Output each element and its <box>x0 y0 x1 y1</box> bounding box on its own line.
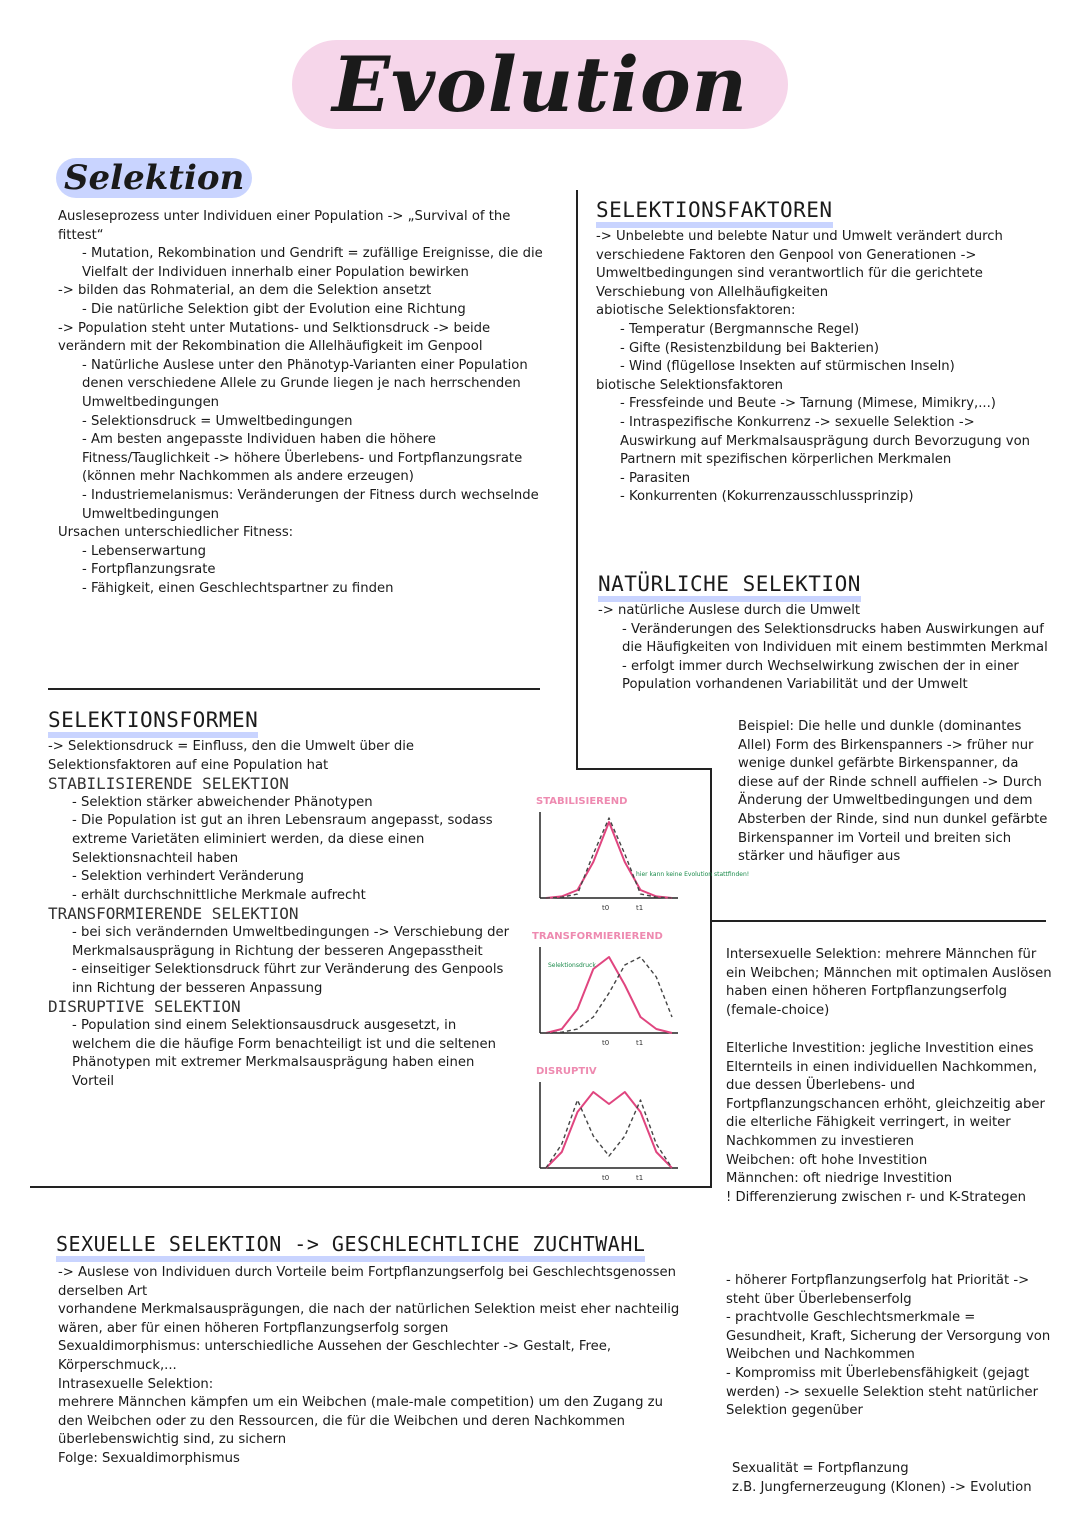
charts-svg <box>528 790 750 1182</box>
chart-title-1: TRANSFORMIERIEREND <box>532 931 663 942</box>
divider-left <box>48 688 540 690</box>
sexuell-heading: SEXUELLE SELEKTION -> GESCHLECHTLICHE ZUCHTWAHL <box>56 1232 645 1256</box>
chart-tick-1-1: t1 <box>636 1039 644 1047</box>
chart-tick-2-1: t1 <box>636 1174 644 1182</box>
selection-charts <box>528 790 750 1182</box>
natuerlich-heading: NATÜRLICHE SELEKTION <box>598 572 861 596</box>
birkenspanner-beispiel: Beispiel: Die helle und dunkle (dominantes Allel) Form des Birkenspanners -> früher nur wenige dunkel gefärbte Birkenspanner, da diese auf der Rinde schnell auffielen -> Durch Änderung der Umweltbedingungen und dem Absterben der Rinde, sind nun dunkel gefärbte Birkenspanner im Vorteil und breiten sich stärker und häufiger aus <box>738 719 1048 865</box>
chart-series-0-1 <box>546 818 672 898</box>
chart-annotation-1: Selektionsdruck <box>548 962 596 969</box>
chart-title-2: DISRUPTIV <box>536 1066 597 1077</box>
sexuell-body: -> Auslese von Individuen durch Vorteile beim Fortpflanzungserfolg bei Geschlechtsgenossen derselben Art vorhandene Merkmalsausprägungen, die nach der natürlichen Selektion meist eher nachteilig wären, aber für einen höheren Fortpflanzungserfolg sorgen Sexualdimorphismus: unterschiedliche Aussehen der Geschlechter -> Gestalt, Free, Körperschmuck,... Intrasexuelle Selektion: mehrere Männchen kämpfen um ein Weibchen (male-male competition) um den Zugang zu den Weibchen oder zu den Ressourcen, die für die Weibchen und deren Nachkommen überlebenswichtig sind, zu sichern Folge: Sexualdimorphismus <box>58 1265 680 1466</box>
chart-tick-0-0: t0 <box>602 904 610 912</box>
divider-vertical-top <box>576 190 578 770</box>
page-title: Evolution <box>0 40 1080 129</box>
chart-title-0: STABILISIEREND <box>536 796 628 807</box>
selektion-body: Ausleseprozess unter Individuen einer Population -> „Survival of the fittest“ - Mutation, Rekombination und Gendrift = zufällige Ereignisse, die die Vielfalt der Individuen innerhalb einer Population bewirken -> bilden das Rohmaterial, an dem die Selektion ansetzt - Die natürliche Selektion gibt der Evolution eine Richtung -> Population steht unter Mutations- und Selktionsdruck -> beide verändern mit der Rekombination die Allelhäufigkeit im Genpool - Natürliche Auslese unter den Phänotyp-Varianten einer Population denen verschiedene Allele zu Grunde liegen je nach herrschenden Umweltbedingungen - Selektionsdruck = Umweltbedingungen - Am besten angepasste Individuen haben die höhere Fitness/Tauglichkeit -> höhere Überlebens- und Fortpflanzungsrate (können mehr Nachkommen als andere erzeugen) - Industriemelanismus: Veränderungen der Fitness durch wechselnde Umweltbedingungen Ursachen unterschiedlicher Fitness: - Lebenserwartung - Fortpflanzungsrate - Fähigkeit, einen Geschlechtspartner zu finden <box>58 209 543 596</box>
schluss-text: Sexualität = Fortpflanzung z.B. Jungfernerzeugung (Klonen) -> Evolution <box>732 1461 1032 1495</box>
divider-vertical-mid <box>710 768 712 1188</box>
divider-right <box>710 920 1046 922</box>
faktoren-body: -> Unbelebte und belebte Natur und Umwelt verändert durch verschiedene Faktoren den Genpool von Generationen -> Umweltbedingungen sind verantwortlich für die gerichtete Verschiebung von Allelhäufigkeiten abiotische Selektionsfaktoren: - Temperatur (Bergmannsche Regel) - Gifte (Resistenzbildung bei Bakterien) - Wind (flügellose Insekten auf stürmischen Inseln) biotische Selektionsfaktoren - Fressfeinde und Beute -> Tarnung (Mimese, Mimikry,...) - Intraspezifische Konkurrenz -> sexuelle Selektion -> Auswirkung auf Merkmalsausprägung durch Bevorzugung von Partnern mit spezifischen körperlichen Merkmalen - Parasiten - Konkurrenten (Kokurrenzausschlussprinzip) <box>596 229 1031 505</box>
chart-annotation-0: hier kann keine Evolution stattfinden! <box>636 871 750 878</box>
chart-tick-2-0: t0 <box>602 1174 610 1182</box>
natuerlich-body: -> natürliche Auslese durch die Umwelt - Veränderungen des Selektionsdrucks haben Auswirkungen auf die Häufigkeiten von Individuen mit einem bestimmten Merkmal - erfolgt immer durch Wechselwirkung zwischen der in einer Population vorhandenen Variabilität und der Umwelt <box>598 603 1048 693</box>
divider-step <box>576 768 711 770</box>
chart-tick-0-1: t1 <box>636 904 644 912</box>
punkte-text: - höherer Fortpflanzungserfolg hat Priorität -> steht über Überlebenserfolg - prachtvolle Geschlechtsmerkmale = Gesundheit, Kraft, Sicherung der Versorgung von Weibchen und Nachkommen - Kompromiss mit Überlebensfähigkeit (gejagt werden) -> sexuelle Selektion steht natürlicher Selektion gegenüber <box>726 1273 1051 1419</box>
chart-tick-1-0: t0 <box>602 1039 610 1047</box>
selektion-heading: Selektion <box>56 158 252 198</box>
divider-bottom <box>30 1186 712 1188</box>
formen-heading: SELEKTIONSFORMEN <box>48 708 258 732</box>
chart-series-2-1 <box>546 1100 672 1168</box>
intersexuell-text: Intersexuelle Selektion: mehrere Männchen für ein Weibchen; Männchen mit optimalen Auslösen haben einen höheren Fortpflanzungserfolg (female-choice) <box>726 947 1052 1018</box>
faktoren-heading: SELEKTIONSFAKTOREN <box>596 198 833 222</box>
chart-series-0-0 <box>546 822 672 898</box>
investition-text: Elterliche Investition: jegliche Investition eines Elternteils in einen individuellen Nachkommen, due dessen Überlebens- und Fortpflanzungschancen erhöht, gleichzeitig aber die elterliche Fähigkeit verringert, in weiter Nachkommen zu investieren Weibchen: oft hohe Investition Männchen: oft niedrige Investition ! Differenzierung zwischen r- und K-Strategen <box>726 1041 1045 1205</box>
formen-body: -> Selektionsdruck = Einfluss, den die Umwelt über die Selektionsfaktoren auf eine Population hat STABILISIERENDE SELEKTION - Selektion stärker abweichender Phänotypen - Die Population ist gut an ihren Lebensraum angepasst, sodass extreme Varietäten eliminiert werden, da diese einen Selektionsnachteil haben - Selektion verhindert Veränderung - erhält durchschnittliche Merkmale aufrecht TRANSFORMIERENDE SELEKTION - bei sich verändernden Umweltbedingungen -> Verschiebung der Merkmalsausprägung in Richtung der besseren Angepasstheit - einseitiger Selektionsdruck führt zur Veränderung des Genpools inn Richtung der besseren Anpassung DISRUPTIVE SELEKTION - Population sind einem Selektionsausdruck ausgesetzt, in welchem die die häufige Form benachteiligt ist und die seltenen Phänotypen mit extremer Merkmalsausprägung haben einen Vorteil <box>48 739 510 1089</box>
